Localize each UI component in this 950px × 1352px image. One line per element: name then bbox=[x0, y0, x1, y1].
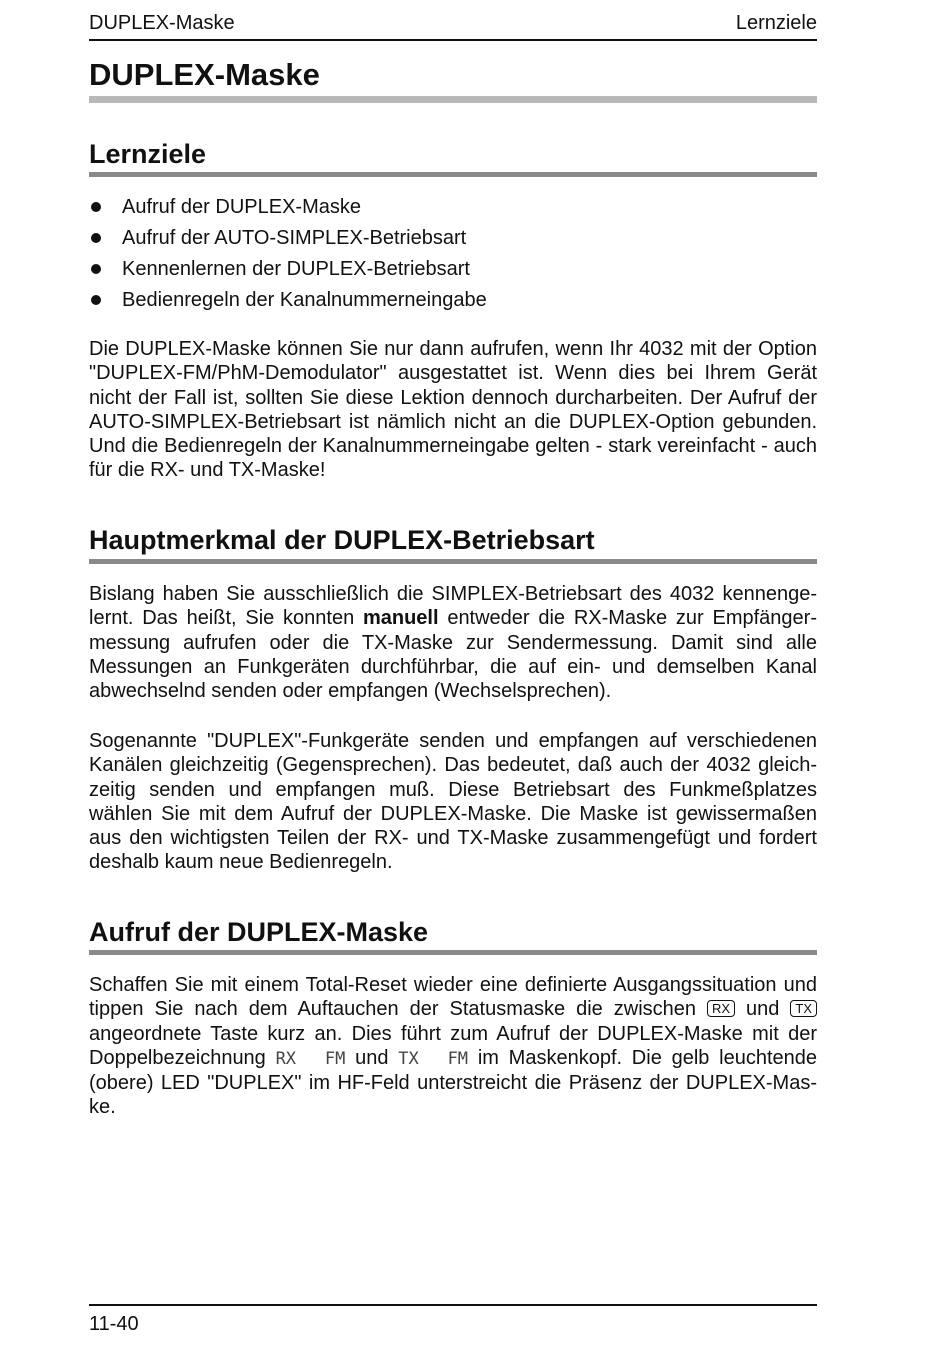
list-item: Aufruf der DUPLEX-Maske bbox=[89, 195, 817, 226]
section-rule bbox=[89, 950, 817, 955]
emphasis-manuell: manuell bbox=[362, 607, 439, 630]
running-header-section: Lernziele bbox=[735, 12, 817, 34]
running-header-chapter: DUPLEX-Maske bbox=[89, 12, 235, 34]
display-code-rx-fm: RX FM bbox=[275, 1048, 346, 1069]
title-rule bbox=[89, 96, 817, 103]
tx-key-icon: TX bbox=[790, 1000, 817, 1017]
aufruf-paragraph: Schaffen Sie mit einem Total-Reset wieder eine definierte Ausgangssituation und tippen Sie nach dem Auftauchen der Statusmaske die zwischen RX und TX angeordnete Taste kurz an. Dies führt zum Aufruf der DUPLEX-Maske mit der Doppelbezeichnung RX FM und TX FM im Maskenkopf. Die gelb leuchtende (obere) LED "DUPLEX" im HF-Feld unterstreicht die Präsenz der DUPLEX-Maske. bbox=[89, 974, 817, 1119]
lernziele-paragraph: Die DUPLEX-Maske können Sie nur dann aufrufen, wenn Ihr 4032 mit der Option "DUPLEX-FM/PhM-Demodulator" ausgestattet ist. Wenn dies bei Ihrem Gerät nicht der Fall ist, sollten Sie diese Lektion dennoch durcharbeiten. Der Aufruf der AUTO-SIMPLEX-Betriebsart ist nämlich nicht an die DUPLEX-Option gebunden. Und die Bedienregeln der Kanalnummerneingabe gelten - stark vereinfacht - auch für die RX- und TX-Maske! bbox=[89, 338, 817, 482]
bullet-icon bbox=[91, 264, 101, 274]
bullet-icon bbox=[91, 295, 101, 305]
page-title: DUPLEX-Maske bbox=[89, 57, 320, 92]
hauptmerkmal-paragraph-1: Bislang haben Sie ausschließlich die SIMPLEX-Betriebsart des 4032 kennengelernt. Das heißt, Sie konnten manuell entweder die RX-Maske zur Empfängermessung aufrufen oder die TX-Maske zur Sendermessung. Damit sind alle Messungen an Funkgeräten durchführbar, die auf ein- und demselben Kanal abwechselnd senden oder empfangen (Wechselsprechen). bbox=[89, 583, 817, 703]
learning-goals-list bbox=[89, 195, 817, 319]
page-number: 11-40 bbox=[89, 1313, 139, 1335]
list-item: Aufruf der AUTO-SIMPLEX-Betriebsart bbox=[89, 226, 817, 257]
hauptmerkmal-paragraph-2: Sogenannte "DUPLEX"-Funkgeräte senden und empfangen auf verschiedenen Kanälen gleichzeitig (Gegensprechen). Das bedeutet, daß auch der 4032 gleichzeitig senden und empfangen muß. Diese Betriebsart des Funkmeßplatzes wählen Sie mit dem Aufruf der DUPLEX-Maske. Die Maske ist gewissermaßen aus den wichtigsten Teilen der RX- und TX-Maske zusammengefügt und fordert deshalb kaum neue Bedienregeln. bbox=[89, 730, 817, 874]
section-rule bbox=[89, 559, 817, 564]
list-item: Bedienregeln der Kanalnummerneingabe bbox=[89, 288, 817, 319]
list-item: Kennenlernen der DUPLEX-Betriebsart bbox=[89, 257, 817, 288]
bullet-icon bbox=[91, 233, 101, 243]
section-rule bbox=[89, 172, 817, 177]
rx-key-icon: RX bbox=[707, 1000, 735, 1017]
footer-rule bbox=[89, 1304, 817, 1306]
section-heading-aufruf: Aufruf der DUPLEX-Maske bbox=[89, 917, 429, 947]
display-code-tx-fm: TX FM bbox=[398, 1048, 469, 1069]
running-header bbox=[89, 10, 817, 41]
section-heading-hauptmerkmal: Hauptmerkmal der DUPLEX-Betriebsart bbox=[89, 525, 595, 555]
section-heading-lernziele: Lernziele bbox=[89, 139, 207, 169]
bullet-icon bbox=[91, 202, 101, 212]
